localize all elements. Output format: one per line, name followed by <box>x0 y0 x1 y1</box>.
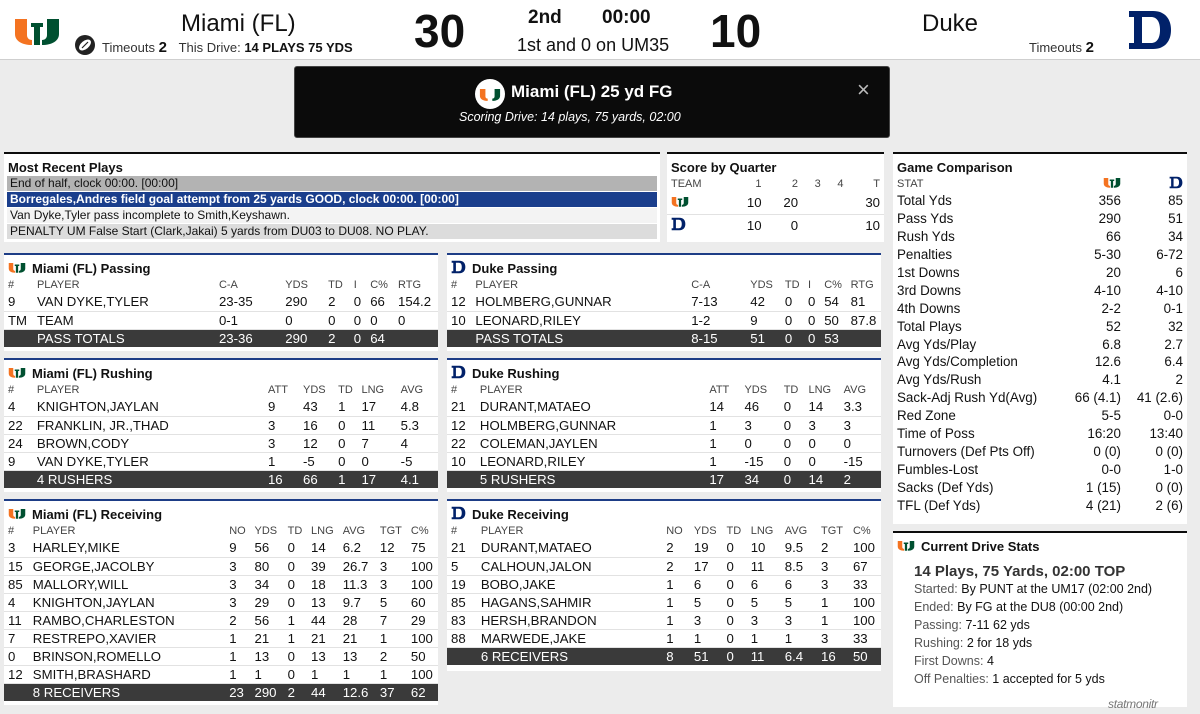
comparison-row: Avg Yds/Completion 12.6 6.4 <box>897 354 1183 370</box>
duke-logo <box>451 506 466 523</box>
popup-title: Miami (FL) 25 yd FG <box>511 82 673 101</box>
duke-receiving-panel: Duke Receiving # PLAYER NO YDS TD LNG AVG TGT C% 21 DURANT,MATAEO 2 19 0 10 9.5 2 100 5 CALHOUN,JALON 2 17 0 11 8.5 3 67 19 BOBO,JAKE 1 6 0 6 6 3 33 85 HAGANS,SAHMIR 1 5 0 5 5 1 100 83 HERSH,BRANDON 1 3 0 3 3 1 100 88 MARWEDE,JAKE 1 1 0 1 1 3 33 6 RECEIVERS 8 51 0 11 6.4 16 50 <box>447 499 881 671</box>
football-icon <box>74 34 96 61</box>
table-row[interactable]: 11 RAMBO,CHARLESTON 2 56 1 44 28 7 29 <box>4 611 438 629</box>
drive-line: Rushing: 2 for 18 yds <box>914 636 1033 650</box>
comparison-row: Avg Yds/Play 6.8 2.7 <box>897 336 1183 352</box>
table-row[interactable]: 3 HARLEY,MIKE 9 56 0 14 6.2 12 75 <box>4 539 438 557</box>
miami-logo <box>1103 177 1121 188</box>
totals-row: PASS TOTALS 23-36 290 2 0 64 <box>4 329 438 347</box>
miami-receiving-table: # PLAYER NO YDS TD LNG AVG TGT C% 3 HARLEY,MIKE 9 56 0 14 6.2 12 75 15 GEORGE,JACOLBY 3 80 0 39 26.7 3 100 85 MALLORY,WILL 3 34 0 18 11.3 3 100 4 KNIGHTON,JAYLAN 3 29 0 13 9.7 5 60 11 RAMBO,CHARLESTON 2 56 1 44 28 7 29 7 RESTREPO,XAVIER 1 21 1 21 21 1 100 0 BRINSON,ROMELLO 1 13 0 13 13 2 50 12 SMITH,BRASHARD 1 1 0 1 1 1 100 8 RECEIVERS 23 290 2 44 12.6 37 62 <box>4 523 438 701</box>
totals-row: 5 RUSHERS 17 34 0 14 2 <box>447 470 881 488</box>
comparison-row: Total Yds 356 85 <box>897 193 1183 209</box>
miami-logo <box>8 507 26 522</box>
drive-headline: 14 Plays, 75 Yards, 02:00 TOP <box>914 563 1126 580</box>
table-row[interactable]: 24 BROWN,CODY 3 12 0 7 4 <box>4 434 438 452</box>
comparison-row: Pass Yds 290 51 <box>897 211 1183 227</box>
totals-row: 6 RECEIVERS 8 51 0 11 6.4 16 50 <box>447 647 881 665</box>
duke-logo <box>451 260 466 277</box>
score-by-quarter-panel <box>667 152 884 242</box>
away-team-name: Duke <box>922 10 979 37</box>
duke-passing-panel: Duke Passing # PLAYER C-A YDS TD I C% RTG 12 HOLMBERG,GUNNAR 7-13 42 0 0 54 81 10 LEONARD,RILEY 1-2 9 0 0 50 87.8 PASS TOTALS 8-15 51 0 0 53 <box>447 253 881 351</box>
table-row[interactable]: 85 MALLORY,WILL 3 34 0 18 11.3 3 100 <box>4 575 438 593</box>
comparison-row: Turnovers (Def Pts Off) 0 (0) 0 (0) <box>897 443 1183 459</box>
table-row[interactable]: 7 RESTREPO,XAVIER 1 21 1 21 21 1 100 <box>4 629 438 647</box>
table-row[interactable]: 15 GEORGE,JACOLBY 3 80 0 39 26.7 3 100 <box>4 557 438 575</box>
comparison-row: Fumbles-Lost 0-0 1-0 <box>897 461 1183 477</box>
home-timeouts: Timeouts 2 This Drive: 14 PLAYS 75 YDS <box>102 39 353 56</box>
table-row[interactable]: 88 MARWEDE,JAKE 1 1 0 1 1 3 33 <box>447 629 881 647</box>
comparison-row: Penalties 5-30 6-72 <box>897 247 1183 263</box>
comparison-row: Sacks (Def Yds) 1 (15) 0 (0) <box>897 479 1183 495</box>
comparison-row: Total Plays 52 32 <box>897 318 1183 334</box>
table-row[interactable]: 9 VAN DYKE,TYLER 23-35 290 2 0 66 154.2 <box>4 293 438 311</box>
comparison-row: TFL (Def Yds) 4 (21) 2 (6) <box>897 497 1183 513</box>
drive-stats-panel: Current Drive Stats 14 Plays, 75 Yards, 02:00 TOP Started: By PUNT at the UM17 (02:00 2nd) Ended: By FG at the DU8 (00:00 2nd) Passing: 7-11 62 yds Rushing: 2 for 18 yds First Downs: 4 Off Penalties: 1 accepted for 5 yds <box>893 531 1187 707</box>
scoreboard-header <box>0 0 1200 60</box>
table-row[interactable]: 21 DURANT,MATAEO 2 19 0 10 9.5 2 100 <box>447 539 881 557</box>
recent-plays-panel <box>4 152 660 242</box>
quarter-title: Score by Quarter <box>671 159 777 175</box>
home-score: 30 <box>414 5 466 57</box>
down-distance: 1st and 0 on UM35 <box>517 35 670 55</box>
comparison-row: Sack-Adj Rush Yd(Avg) 66 (4.1) 41 (2.6) <box>897 390 1183 406</box>
duke-passing-table: # PLAYER C-A YDS TD I C% RTG 12 HOLMBERG,GUNNAR 7-13 42 0 0 54 81 10 LEONARD,RILEY 1-2 9 0 0 50 87.8 PASS TOTALS 8-15 51 0 0 53 <box>447 277 881 347</box>
duke-logo <box>671 217 686 231</box>
table-row[interactable]: 83 HERSH,BRANDON 1 3 0 3 3 1 100 <box>447 611 881 629</box>
comparison-row: 3rd Downs 4-10 4-10 <box>897 282 1183 298</box>
miami-passing-panel: Miami (FL) Passing # PLAYER C-A YDS TD I C% RTG 9 VAN DYKE,TYLER 23-35 290 2 0 66 154.2 TM TEAM 0-1 0 0 0 0 0 PASS TOTALS 23-36 290 2 0 64 <box>4 253 438 351</box>
totals-row: 8 RECEIVERS 23 290 2 44 12.6 37 62 <box>4 683 438 701</box>
drive-line: Started: By PUNT at the UM17 (02:00 2nd) <box>914 582 1153 596</box>
table-row[interactable]: TM TEAM 0-1 0 0 0 0 0 <box>4 311 438 329</box>
table-row[interactable]: 12 HOLMBERG,GUNNAR 7-13 42 0 0 54 81 <box>447 293 881 311</box>
away-timeouts: Timeouts 2 <box>1029 39 1094 56</box>
table-row[interactable]: 19 BOBO,JAKE 1 6 0 6 6 3 33 <box>447 575 881 593</box>
play-row[interactable]: End of half, clock 00:00. [00:00] <box>7 176 657 191</box>
table-row[interactable]: 12 HOLMBERG,GUNNAR 1 3 0 3 3 <box>447 416 881 434</box>
table-row[interactable]: 4 KNIGHTON,JAYLAN 9 43 1 17 4.8 <box>4 398 438 416</box>
totals-row: PASS TOTALS 8-15 51 0 0 53 <box>447 329 881 347</box>
comparison-row: 1st Downs 20 6 <box>897 265 1183 280</box>
quarter-table: TEAM 1 2 3 4 T 10 20 30 10 0 10 <box>667 176 884 236</box>
statmonitr-watermark: statmonitr <box>1108 697 1158 711</box>
table-row[interactable]: 10 LEONARD,RILEY 1-2 9 0 0 50 87.8 <box>447 311 881 329</box>
popup-subtitle: Scoring Drive: 14 plays, 75 yards, 02:00 <box>459 110 681 124</box>
table-row[interactable]: 12 SMITH,BRASHARD 1 1 0 1 1 1 100 <box>4 665 438 683</box>
comparison-row: Time of Poss 16:20 13:40 <box>897 426 1183 442</box>
miami-receiving-panel: Miami (FL) Receiving # PLAYER NO YDS TD LNG AVG TGT C% 3 HARLEY,MIKE 9 56 0 14 6.2 12 75 15 GEORGE,JACOLBY 3 80 0 39 26.7 3 100 85 MALLORY,WILL 3 34 0 18 11.3 3 100 4 KNIGHTON,JAYLAN 3 29 0 13 9.7 5 60 11 RAMBO,CHARLESTON 2 56 1 44 28 7 29 7 RESTREPO,XAVIER 1 21 1 21 21 1 100 0 BRINSON,ROMELLO 1 13 0 13 13 2 50 12 SMITH,BRASHARD 1 1 0 1 1 1 100 8 RECEIVERS 23 290 2 44 12.6 37 62 <box>4 499 438 705</box>
drive-line: Ended: By FG at the DU8 (00:00 2nd) <box>914 600 1124 614</box>
table-row[interactable]: 21 DURANT,MATAEO 14 46 0 14 3.3 <box>447 398 881 416</box>
duke-logo <box>451 365 466 382</box>
game-clock: 00:00 <box>602 7 651 28</box>
table-row[interactable]: 22 FRANKLIN, JR.,THAD 3 16 0 11 5.3 <box>4 416 438 434</box>
table-row[interactable]: 22 COLEMAN,JAYLEN 1 0 0 0 0 <box>447 434 881 452</box>
drive-lines <box>893 582 1187 690</box>
comparison-row: Red Zone 5-5 0-0 <box>897 408 1183 424</box>
scoring-popup <box>294 66 890 138</box>
table-row[interactable]: 4 KNIGHTON,JAYLAN 3 29 0 13 9.7 5 60 <box>4 593 438 611</box>
table-row[interactable]: 9 VAN DYKE,TYLER 1 -5 0 0 -5 <box>4 452 438 470</box>
miami-logo <box>6 8 68 54</box>
comparison-table: STAT Total Yds 356 85 Pass Yds 290 51 Rush Yds 66 34 Penalties 5-30 6-72 1st Downs 20 6 3rd Downs 4-10 4-10 4th Downs 2-2 0-1 Total Plays 52 32 Avg Yds/Play 6.8 2.7 Avg Yds/Completion 12.6 6.4 Avg Yds/Rush 4.1 2 Sack-Adj Rush Yd(Avg) 66 (4.1) 41 (2.6) Red Zone 5-5 0-0 Time of Poss 16:20 13:40 Turnovers (Def Pts Off) 0 (0) 0 (0) Fumbles-Lost 0-0 1-0 Sacks (Def Yds) 1 (15) 0 (0) TFL (Def Yds) 4 (21) 2 (6) <box>893 176 1187 514</box>
comparison-row: Rush Yds 66 34 <box>897 229 1183 245</box>
duke-rushing-table: # PLAYER ATT YDS TD LNG AVG 21 DURANT,MATAEO 14 46 0 14 3.3 12 HOLMBERG,GUNNAR 1 3 0 3 3 22 COLEMAN,JAYLEN 1 0 0 0 0 10 LEONARD,RILEY 1 -15 0 0 -15 5 RUSHERS 17 34 0 14 2 <box>447 382 881 488</box>
miami-logo <box>8 366 26 381</box>
home-team-name: Miami (FL) <box>181 10 296 37</box>
play-row[interactable]: Van Dyke,Tyler pass incomplete to Smith,Keyshawn. <box>7 208 657 223</box>
miami-passing-table: # PLAYER C-A YDS TD I C% RTG 9 VAN DYKE,TYLER 23-35 290 2 0 66 154.2 TM TEAM 0-1 0 0 0 0 0 PASS TOTALS 23-36 290 2 0 64 <box>4 277 438 347</box>
away-score: 10 <box>710 5 762 57</box>
drive-line: First Downs: 4 <box>914 654 994 668</box>
recent-plays-title: Most Recent Plays <box>8 159 123 175</box>
miami-logo <box>671 196 689 207</box>
table-row[interactable]: 85 HAGANS,SAHMIR 1 5 0 5 5 1 100 <box>447 593 881 611</box>
duke-logo <box>1120 6 1180 54</box>
table-row[interactable]: 5 CALHOUN,JALON 2 17 0 11 8.5 3 67 <box>447 557 881 575</box>
table-row[interactable]: 10 LEONARD,RILEY 1 -15 0 0 -15 <box>447 452 881 470</box>
table-row[interactable]: 0 BRINSON,ROMELLO 1 13 0 13 13 2 50 <box>4 647 438 665</box>
comparison-title: Game Comparison <box>897 159 1013 175</box>
totals-row: 4 RUSHERS 16 66 1 17 4.1 <box>4 470 438 488</box>
play-row[interactable]: Borregales,Andres field goal attempt from 25 yards GOOD, clock 00:00. [00:00] <box>7 192 657 207</box>
miami-logo <box>8 261 26 276</box>
duke-receiving-table: # PLAYER NO YDS TD LNG AVG TGT C% 21 DURANT,MATAEO 2 19 0 10 9.5 2 100 5 CALHOUN,JALON 2 17 0 11 8.5 3 67 19 BOBO,JAKE 1 6 0 6 6 3 33 85 HAGANS,SAHMIR 1 5 0 5 5 1 100 83 HERSH,BRANDON 1 3 0 3 3 1 100 88 MARWEDE,JAKE 1 1 0 1 1 3 33 6 RECEIVERS 8 51 0 11 6.4 16 50 <box>447 523 881 665</box>
comparison-row: Avg Yds/Rush 4.1 2 <box>897 372 1183 388</box>
game-comparison-panel <box>893 152 1187 524</box>
miami-rushing-panel: Miami (FL) Rushing # PLAYER ATT YDS TD LNG AVG 4 KNIGHTON,JAYLAN 9 43 1 17 4.8 22 FRANKLIN, JR.,THAD 3 16 0 11 5.3 24 BROWN,CODY 3 12 0 7 4 9 VAN DYKE,TYLER 1 -5 0 0 -5 4 RUSHERS 16 66 1 17 4.1 <box>4 358 438 492</box>
close-icon[interactable]: × <box>857 77 870 102</box>
duke-rushing-panel: Duke Rushing # PLAYER ATT YDS TD LNG AVG 21 DURANT,MATAEO 14 46 0 14 3.3 12 HOLMBERG,GUNNAR 1 3 0 3 3 22 COLEMAN,JAYLEN 1 0 0 0 0 10 LEONARD,RILEY 1 -15 0 0 -15 5 RUSHERS 17 34 0 14 2 <box>447 358 881 492</box>
quarter: 2nd <box>528 7 562 28</box>
play-row[interactable]: PENALTY UM False Start (Clark,Jakai) 5 yards from DU03 to DU08. NO PLAY. <box>7 224 657 239</box>
comparison-row: 4th Downs 2-2 0-1 <box>897 300 1183 316</box>
miami-logo <box>897 539 915 554</box>
drive-line: Passing: 7-11 62 yds <box>914 618 1030 632</box>
duke-logo <box>1169 176 1183 189</box>
drive-line: Off Penalties: 1 accepted for 5 yds <box>914 672 1105 686</box>
miami-rushing-table: # PLAYER ATT YDS TD LNG AVG 4 KNIGHTON,JAYLAN 9 43 1 17 4.8 22 FRANKLIN, JR.,THAD 3 16 0 11 5.3 24 BROWN,CODY 3 12 0 7 4 9 VAN DYKE,TYLER 1 -5 0 0 -5 4 RUSHERS 16 66 1 17 4.1 <box>4 382 438 488</box>
miami-logo <box>475 79 505 109</box>
